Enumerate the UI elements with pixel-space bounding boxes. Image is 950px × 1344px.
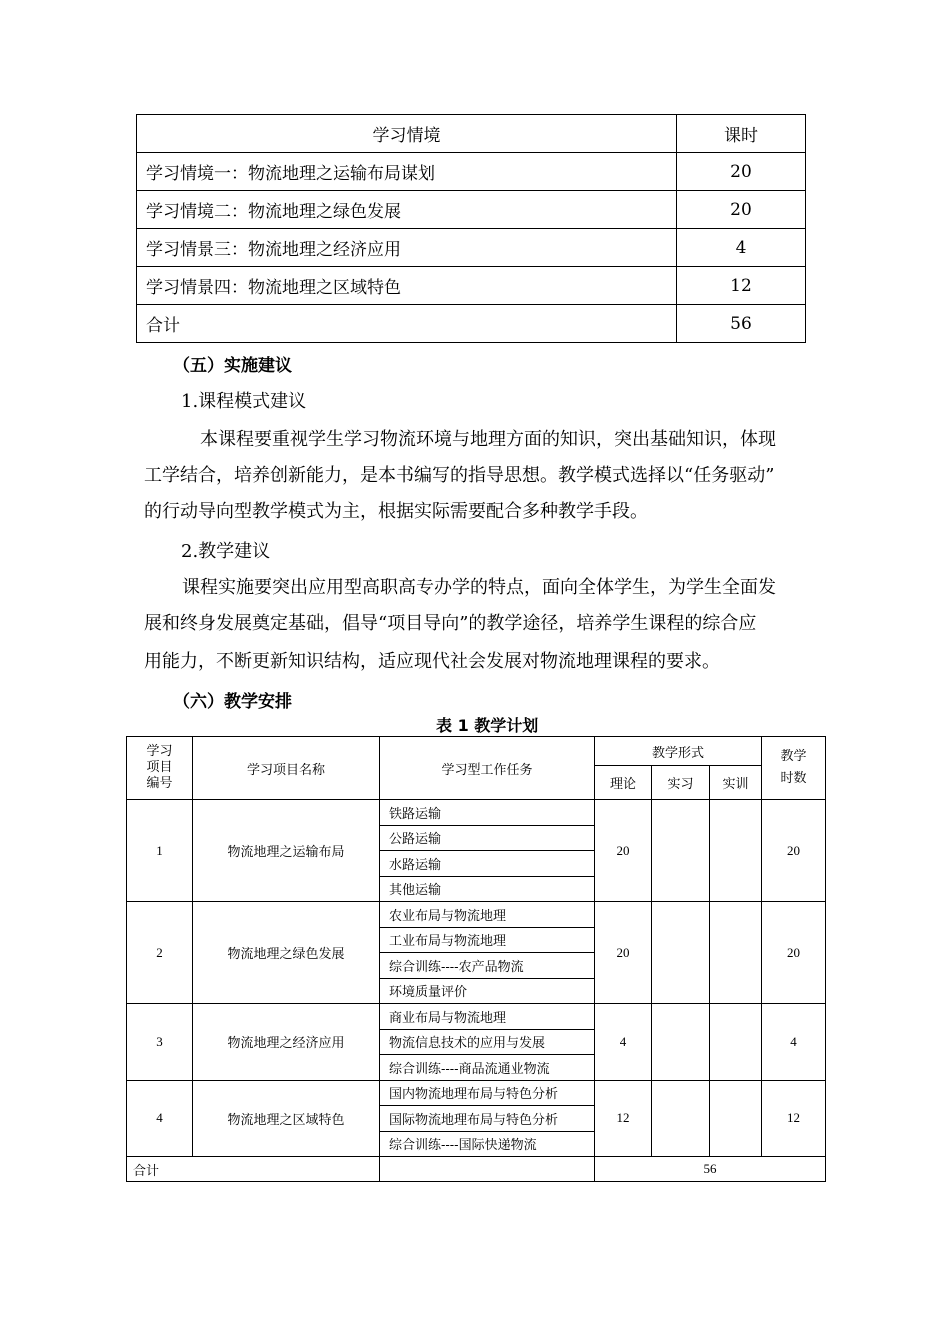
project-task: 农业布局与物流地理: [380, 902, 595, 928]
header-hours-line: 时数: [780, 771, 807, 786]
situation-name: 学习情景三：物流地理之经济应用: [137, 229, 677, 267]
project-task: 工业布局与物流地理: [380, 927, 595, 953]
situation-hours: 12: [677, 267, 806, 305]
project-no: 1: [127, 800, 193, 902]
header-project-no: [127, 737, 193, 800]
header-project-no-line: 学习: [146, 744, 173, 759]
project-training: [710, 800, 762, 902]
project-task: 国际物流地理布局与特色分析: [380, 1106, 595, 1132]
situation-hours: 20: [677, 153, 806, 191]
header-project-no-line: 项目: [146, 760, 173, 775]
project-training: [710, 902, 762, 1004]
situation-name: 学习情景四：物流地理之区域特色: [137, 267, 677, 305]
table-row: [137, 267, 806, 305]
project-theory: 20: [595, 800, 652, 902]
plan-table: [126, 736, 826, 1182]
header-theory: 理论: [595, 766, 652, 800]
para1-line3: 的行动导向型教学模式为主，根据实际需要配合多种教学手段。: [144, 501, 648, 522]
total-value: 56: [595, 1157, 826, 1182]
situation-hours: 20: [677, 191, 806, 229]
para2-line2: 展和终身发展奠定基础，倡导“项目导向”的教学途径，培养学生课程的综合应: [144, 613, 757, 634]
total-label: 合计: [127, 1157, 380, 1182]
table-row: [137, 153, 806, 191]
project-training: [710, 1004, 762, 1081]
section5-heading: （五）实施建议: [173, 356, 292, 376]
plan-header-row1: [127, 737, 826, 766]
project-task: 物流信息技术的应用与发展: [380, 1029, 595, 1055]
project-theory: 12: [595, 1080, 652, 1157]
table-row: [127, 902, 826, 928]
header-hours-line: 教学: [780, 749, 807, 764]
project-theory: 20: [595, 902, 652, 1004]
hours-table-header: [137, 115, 806, 153]
project-hours: 4: [762, 1004, 826, 1081]
project-practice: [652, 902, 710, 1004]
header-practice: 实习: [652, 766, 710, 800]
project-no: 4: [127, 1080, 193, 1157]
para1-line2: 工学结合，培养创新能力，是本书编写的指导思想。教学模式选择以“任务驱动”: [144, 465, 775, 486]
project-hours: 20: [762, 800, 826, 902]
para1-line1: 本课程要重视学生学习物流环境与地理方面的知识，突出基础知识，体现: [200, 429, 776, 450]
project-practice: [652, 1004, 710, 1081]
project-task: 水路运输: [380, 851, 595, 877]
para2-line1: 课程实施要突出应用型高职高专办学的特点，面向全体学生，为学生全面发: [182, 577, 776, 598]
project-task: 综合训练----商品流通业物流: [380, 1055, 595, 1081]
project-task: 综合训练----农产品物流: [380, 953, 595, 979]
project-hours: 20: [762, 902, 826, 1004]
header-hours: 课时: [677, 115, 806, 153]
table-row: [127, 800, 826, 826]
project-hours: 12: [762, 1080, 826, 1157]
table-row: [127, 1004, 826, 1030]
table-row: [127, 1080, 826, 1106]
table-title: 表 1 教学计划: [436, 716, 539, 735]
header-project-no-line: 编号: [146, 776, 173, 791]
project-task: 铁路运输: [380, 800, 595, 826]
header-hours: [762, 737, 826, 800]
project-name: 物流地理之绿色发展: [193, 902, 380, 1004]
table-row-total: [127, 1157, 826, 1182]
project-task: 环境质量评价: [380, 978, 595, 1004]
header-task: 学习型工作任务: [380, 737, 595, 800]
project-theory: 4: [595, 1004, 652, 1081]
table-row: [137, 191, 806, 229]
project-task: 公路运输: [380, 825, 595, 851]
header-project-name: 学习项目名称: [193, 737, 380, 800]
project-name: 物流地理之区域特色: [193, 1080, 380, 1157]
total-hours: 56: [677, 305, 806, 343]
project-task: 其他运输: [380, 876, 595, 902]
para2-line3: 用能力，不断更新知识结构，适应现代社会发展对物流地理课程的要求。: [144, 651, 720, 672]
section5-sub2: 2.教学建议: [181, 541, 271, 562]
header-training: 实训: [710, 766, 762, 800]
project-no: 2: [127, 902, 193, 1004]
situation-hours: 4: [677, 229, 806, 267]
situation-name: 学习情境二：物流地理之绿色发展: [137, 191, 677, 229]
total-label: 合计: [137, 305, 677, 343]
project-training: [710, 1080, 762, 1157]
project-practice: [652, 800, 710, 902]
project-task: 综合训练----国际快递物流: [380, 1131, 595, 1157]
project-name: 物流地理之运输布局: [193, 800, 380, 902]
project-task: 国内物流地理布局与特色分析: [380, 1080, 595, 1106]
total-empty-cell: [380, 1157, 595, 1182]
table-row: [137, 229, 806, 267]
project-name: 物流地理之经济应用: [193, 1004, 380, 1081]
table-row-total: [137, 305, 806, 343]
header-form: 教学形式: [595, 737, 762, 766]
section6-heading: （六）教学安排: [173, 692, 292, 712]
hours-table: [136, 114, 806, 343]
project-practice: [652, 1080, 710, 1157]
header-situation: 学习情境: [137, 115, 677, 153]
project-task: 商业布局与物流地理: [380, 1004, 595, 1030]
situation-name: 学习情境一：物流地理之运输布局谋划: [137, 153, 677, 191]
project-no: 3: [127, 1004, 193, 1081]
section5-sub1: 1.课程模式建议: [181, 391, 307, 412]
